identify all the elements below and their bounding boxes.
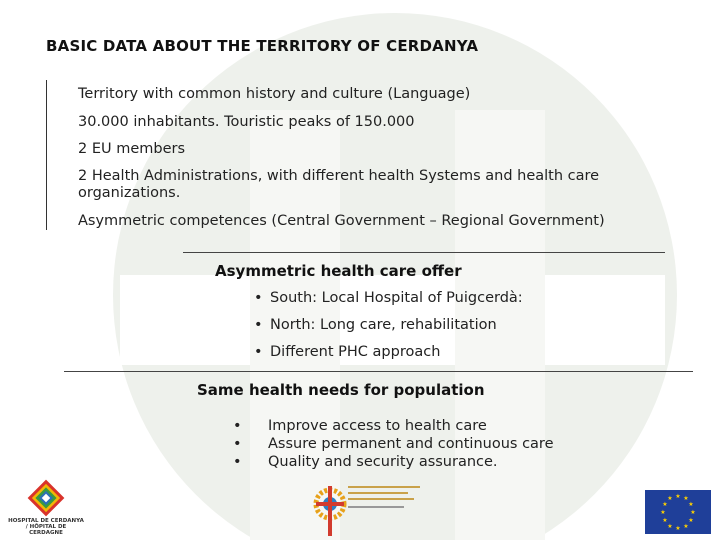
page-title: BASIC DATA ABOUT THE TERRITORY OF CERDANYA: [46, 37, 479, 55]
divider-line: [183, 252, 665, 253]
svg-text:★: ★: [690, 509, 696, 516]
svg-text:★: ★: [688, 517, 694, 524]
svg-text:★: ★: [675, 525, 681, 532]
bullet-icon: •: [254, 290, 263, 306]
crossborder-logo-icon: [310, 478, 424, 538]
offer-list: [254, 290, 523, 371]
bullet-icon: •: [233, 418, 242, 434]
point-health-admins: 2 Health Administrations, with different health Systems and health care organizations.: [78, 168, 600, 201]
svg-text:★: ★: [683, 523, 689, 530]
hospital-logo-text: HOSPITAL DE CERDANYA / HÔPITAL DE CERDAGNE: [8, 518, 84, 536]
list-item: • Quality and security assurance.: [233, 454, 498, 470]
svg-text:★: ★: [662, 501, 668, 508]
svg-text:★: ★: [667, 495, 673, 502]
bullet-icon: •: [233, 436, 242, 452]
offer-heading: Asymmetric health care offer: [215, 262, 462, 280]
svg-text:★: ★: [675, 493, 681, 500]
list-item: • South: Local Hospital of Puigcerdà:: [254, 290, 523, 306]
left-divider: [46, 80, 47, 230]
svg-text:★: ★: [688, 501, 694, 508]
eu-flag-icon: [645, 490, 711, 534]
list-item: • North: Long care, rehabilitation: [254, 317, 497, 333]
list-item: • Different PHC approach: [254, 344, 441, 360]
point-inhabitants: 30.000 inhabitants. Touristic peaks of 150.000: [78, 114, 415, 130]
point-competences: Asymmetric competences (Central Government – Regional Government): [78, 213, 605, 229]
point-eu-members: 2 EU members: [78, 141, 186, 157]
point-history: Territory with common history and culture (Language): [78, 86, 471, 102]
bullet-icon: •: [233, 454, 242, 470]
svg-text:★: ★: [683, 495, 689, 502]
needs-heading: Same health needs for population: [197, 381, 485, 399]
svg-text:★: ★: [667, 523, 673, 530]
svg-text:★: ★: [662, 517, 668, 524]
divider-line: [64, 371, 693, 372]
list-item: • Assure permanent and continuous care: [233, 436, 554, 452]
bullet-icon: •: [254, 344, 263, 360]
list-item: • Improve access to health care: [233, 418, 487, 434]
needs-list: [233, 417, 554, 471]
bullet-icon: •: [254, 317, 263, 333]
svg-text:★: ★: [660, 509, 666, 516]
